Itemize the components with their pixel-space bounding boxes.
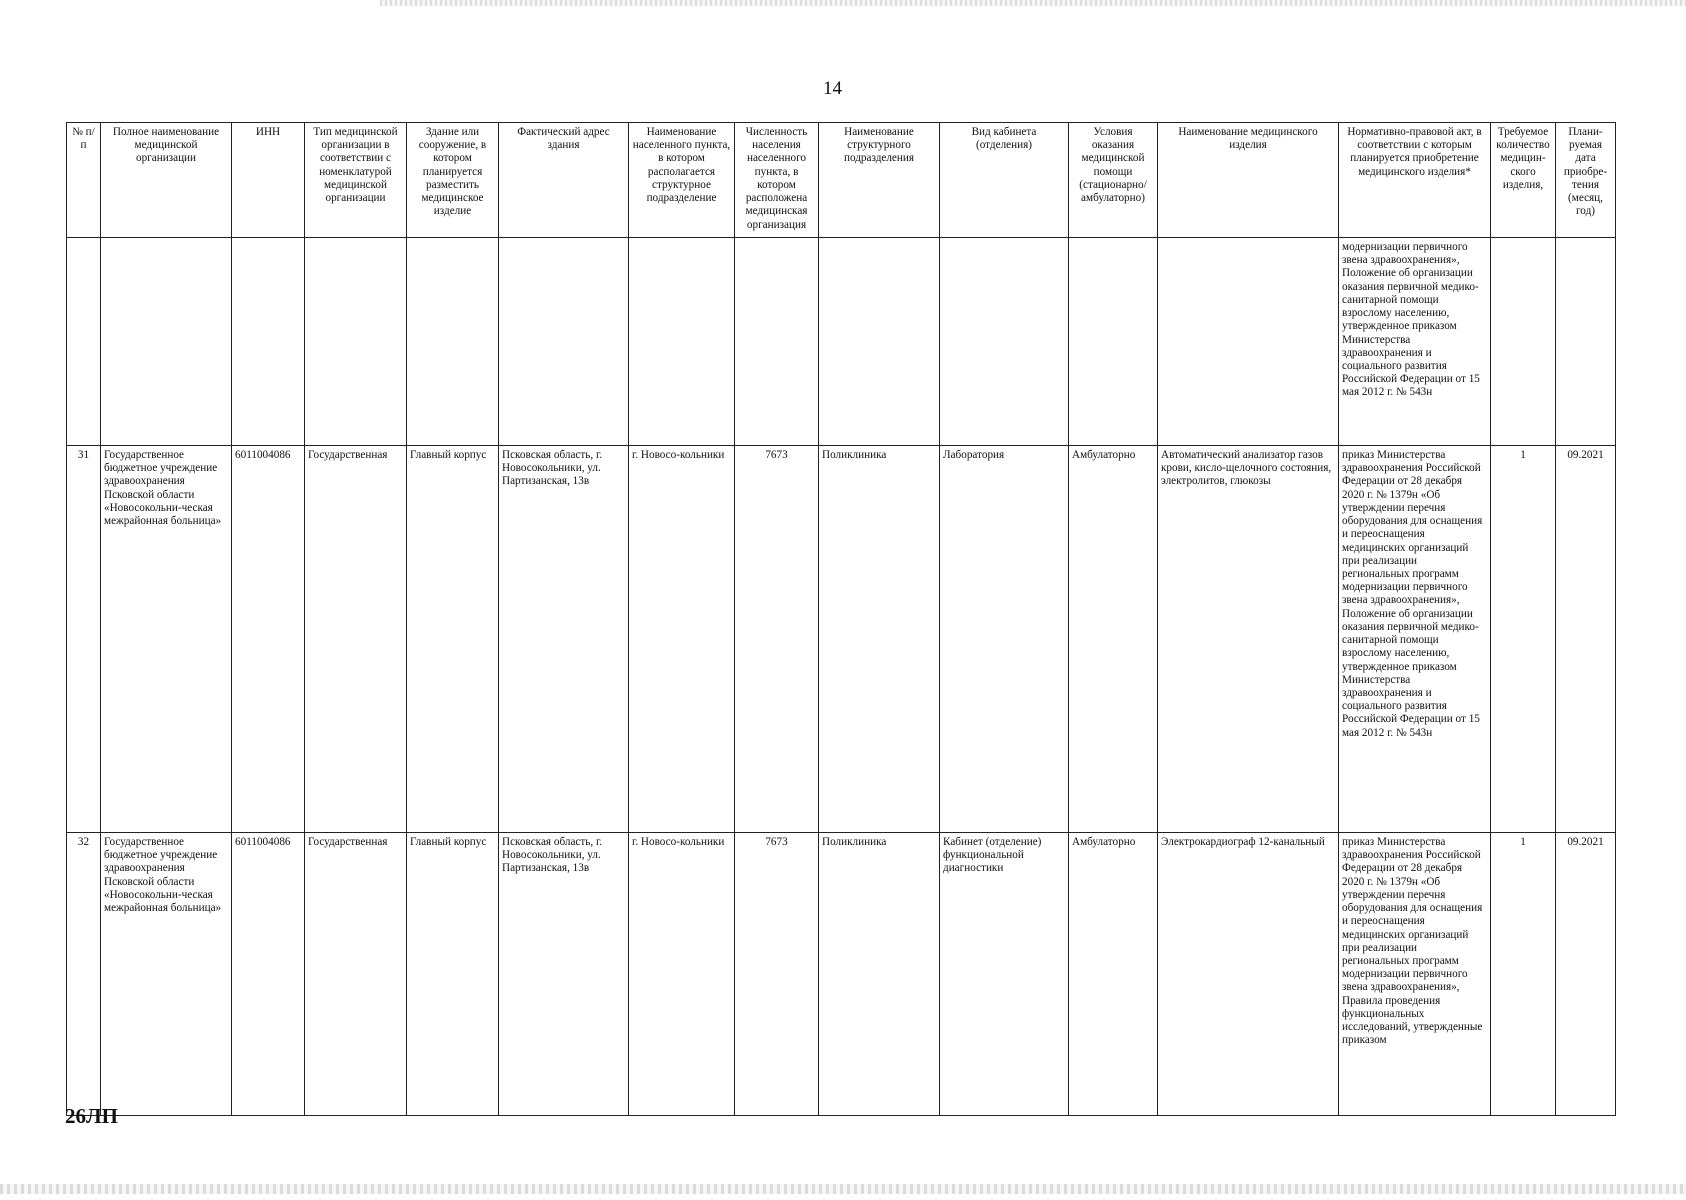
cell-cabinet: Кабинет (отделение) функциональной диагностики <box>940 833 1069 1116</box>
scan-edge-bottom <box>0 1184 1686 1194</box>
cell-legal-act: модернизации первичного звена здравоохранения», Положение об организации оказания первичной медико-санитарной помощи взрослому населению, утвержденное приказом Министерства здравоохранения и социального развития Российской Федерации от 15 мая 2012 г. № 543н <box>1339 238 1491 446</box>
header-division: Наименование структурного подразделения <box>819 123 940 238</box>
cell-population: 7673 <box>735 833 819 1116</box>
cell-quantity: 1 <box>1491 833 1556 1116</box>
cell-date: 09.2021 <box>1556 833 1616 1116</box>
cell-org: Государственное бюджетное учреждение здравоохранения Псковской области «Новосокольни-ческая межрайонная больница» <box>101 446 232 833</box>
header-org: Полное наименование медицинской организации <box>101 123 232 238</box>
header-locality: Наименование населенного пункта, в котором располагается структурное подразделение <box>629 123 735 238</box>
cell-date: 09.2021 <box>1556 446 1616 833</box>
cell-building: Главный корпус <box>407 833 499 1116</box>
header-population: Численность населения населенного пункта, в котором расположена медицинская организация <box>735 123 819 238</box>
cell-division: Поликлиника <box>819 833 940 1116</box>
cell-empty <box>819 238 940 446</box>
cell-type: Государственная <box>305 446 407 833</box>
header-date: Плани-руемая дата приобре-тения (месяц, год) <box>1556 123 1616 238</box>
cell-type: Государственная <box>305 833 407 1116</box>
page-number: 14 <box>823 78 842 99</box>
cell-conditions: Амбулаторно <box>1069 833 1158 1116</box>
cell-address: Псковская область, г. Новосокольники, ул. Партизанская, 13в <box>499 446 629 833</box>
cell-locality: г. Новосо-кольники <box>629 446 735 833</box>
cell-empty <box>101 238 232 446</box>
scan-edge-top <box>380 0 1686 6</box>
cell-empty <box>629 238 735 446</box>
cell-empty <box>305 238 407 446</box>
cell-legal-act: приказ Министерства здравоохранения Российской Федерации от 28 декабря 2020 г. № 1379н «Об утверждении перечня оборудования для оснащения и переоснащения медицинских организаций при реализации региональных программ модернизации первичного звена здравоохранения», Правила проведения функциональных исследований, утвержденные приказом <box>1339 833 1491 1116</box>
header-building: Здание или сооружение, в котором планируется разместить медицинское изделие <box>407 123 499 238</box>
header-device: Наименование медицинского изделия <box>1158 123 1339 238</box>
cell-division: Поликлиника <box>819 446 940 833</box>
cell-org: Государственное бюджетное учреждение здравоохранения Псковской области «Новосокольни-ческая межрайонная больница» <box>101 833 232 1116</box>
cell-address: Псковская область, г. Новосокольники, ул. Партизанская, 13в <box>499 833 629 1116</box>
header-inn: ИНН <box>232 123 305 238</box>
cell-legal-act: приказ Министерства здравоохранения Российской Федерации от 28 декабря 2020 г. № 1379н «Об утверждении перечня оборудования для оснащения и переоснащения медицинских организаций при реализации региональных программ модернизации первичного звена здравоохранения», Положение об организации оказания первичной медико-санитарной помощи взрослому населению, утвержденное приказом Министерства здравоохранения и социального развития Российской Федерации от 15 мая 2012 г. № 543н <box>1339 446 1491 833</box>
header-conditions: Условия оказания медицинской помощи (стационарно/ амбулаторно) <box>1069 123 1158 238</box>
cell-device: Автоматический анализатор газов крови, кисло-щелочного состояния, электролитов, глюкозы <box>1158 446 1339 833</box>
document-code: 26ЛП <box>65 1104 118 1128</box>
cell-empty <box>499 238 629 446</box>
cell-empty <box>407 238 499 446</box>
cell-empty <box>1491 238 1556 446</box>
cell-conditions: Амбулаторно <box>1069 446 1158 833</box>
header-cabinet: Вид кабинета (отделения) <box>940 123 1069 238</box>
cell-empty <box>1556 238 1616 446</box>
header-legal-act: Нормативно-правовой акт, в соответствии с которым планируется приобретение медицинского изделия* <box>1339 123 1491 238</box>
cell-inn: 6011004086 <box>232 446 305 833</box>
table-row <box>67 833 1616 1116</box>
header-address: Фактический адрес здания <box>499 123 629 238</box>
cell-empty <box>67 238 101 446</box>
header-quantity: Требуемое количество медицин-ского изделия, <box>1491 123 1556 238</box>
cell-inn: 6011004086 <box>232 833 305 1116</box>
table-header-row <box>67 123 1616 238</box>
cell-empty <box>735 238 819 446</box>
cell-empty <box>1158 238 1339 446</box>
cell-cabinet: Лаборатория <box>940 446 1069 833</box>
cell-quantity: 1 <box>1491 446 1556 833</box>
cell-empty <box>1069 238 1158 446</box>
table-row <box>67 446 1616 833</box>
cell-empty <box>940 238 1069 446</box>
cell-num: 32 <box>67 833 101 1116</box>
cell-building: Главный корпус <box>407 446 499 833</box>
cell-locality: г. Новосо-кольники <box>629 833 735 1116</box>
cell-device: Электрокардиограф 12-канальный <box>1158 833 1339 1116</box>
cell-population: 7673 <box>735 446 819 833</box>
cell-num: 31 <box>67 446 101 833</box>
header-type: Тип медицинской организации в соответствии с номенклатурой медицинской организации <box>305 123 407 238</box>
equipment-table <box>66 122 1616 1116</box>
table-row-continuation <box>67 238 1616 446</box>
header-num: № п/п <box>67 123 101 238</box>
cell-empty <box>232 238 305 446</box>
